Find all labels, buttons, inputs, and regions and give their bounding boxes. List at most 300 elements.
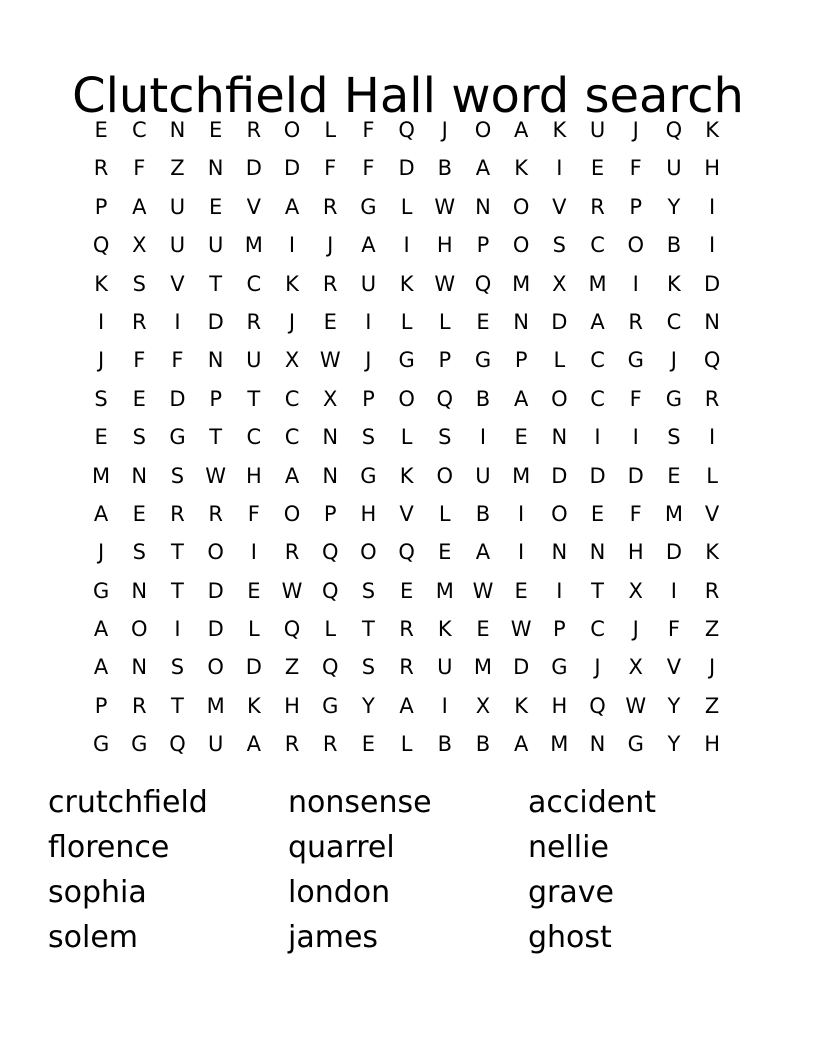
grid-cell[interactable]: T (171, 578, 184, 603)
grid-cell[interactable]: X (284, 348, 300, 373)
grid-cell[interactable]: L (553, 348, 566, 373)
grid-cell[interactable]: M (512, 463, 531, 488)
grid-cell[interactable]: J (632, 118, 639, 142)
grid-cell[interactable]: U (475, 463, 491, 488)
grid-cell[interactable]: I (556, 156, 563, 181)
grid-cell[interactable]: R (208, 501, 223, 526)
grid-cell[interactable]: D (551, 463, 568, 488)
grid-cell[interactable]: E (476, 617, 490, 642)
grid-cell[interactable]: D (245, 655, 262, 680)
grid-cell[interactable]: P (629, 194, 643, 219)
grid-cell[interactable]: S (438, 425, 452, 450)
grid-cell[interactable]: N (207, 156, 224, 181)
grid-cell[interactable]: A (93, 617, 109, 642)
grid-cell[interactable]: I (708, 425, 716, 450)
grid-cell[interactable]: Q (283, 617, 301, 642)
grid-cell[interactable]: A (475, 540, 491, 565)
grid-cell[interactable]: G (92, 732, 110, 757)
grid-cell[interactable]: I (670, 578, 677, 603)
grid-cell[interactable]: L (324, 118, 337, 142)
grid-cell[interactable]: P (94, 693, 108, 718)
grid-cell[interactable]: K (514, 693, 529, 718)
grid-cell[interactable]: V (666, 655, 682, 680)
grid-cell[interactable]: E (323, 309, 337, 334)
grid-cell[interactable]: V (399, 501, 414, 526)
grid-cell[interactable]: G (398, 348, 415, 373)
grid-cell[interactable]: N (207, 348, 224, 373)
grid-cell[interactable]: H (245, 463, 262, 488)
grid-cell[interactable]: E (590, 501, 605, 526)
grid-cell[interactable]: K (437, 617, 452, 642)
grid-cell[interactable]: R (170, 501, 185, 526)
grid-cell[interactable]: D (245, 156, 262, 181)
grid-cell[interactable]: J (670, 348, 677, 373)
word-list-item: sophia (48, 875, 147, 910)
grid-cell[interactable]: G (169, 425, 186, 450)
grid-cell[interactable]: X (628, 655, 643, 680)
grid-cell[interactable]: A (513, 732, 529, 757)
grid-cell[interactable]: H (436, 233, 453, 258)
grid-cell[interactable]: F (667, 617, 680, 642)
grid-cell[interactable]: I (288, 233, 296, 258)
grid-cell[interactable]: M (664, 501, 683, 526)
grid-cell[interactable]: B (666, 233, 682, 258)
grid-cell[interactable]: O (551, 501, 568, 526)
letter-grid (82, 111, 730, 764)
grid-cell[interactable]: F (629, 386, 642, 411)
grid-cell[interactable]: Q (321, 578, 339, 603)
grid-cell[interactable]: N (169, 118, 186, 142)
page-title: Clutchfield Hall word search (72, 68, 744, 125)
grid-cell[interactable]: H (551, 693, 568, 718)
grid-cell[interactable]: F (133, 348, 146, 373)
grid-cell[interactable]: D (207, 578, 224, 603)
grid-cell[interactable]: N (322, 463, 339, 488)
grid-cell[interactable]: K (399, 463, 414, 488)
grid-cell[interactable]: S (667, 425, 681, 450)
grid-cell[interactable]: Q (398, 118, 415, 142)
grid-cell[interactable]: N (513, 309, 530, 334)
grid-cell[interactable]: M (473, 655, 493, 680)
grid-cell[interactable]: K (399, 271, 414, 296)
grid-cell[interactable]: O (207, 540, 224, 565)
grid-cell[interactable]: U (169, 194, 186, 219)
grid-cell[interactable]: F (133, 156, 146, 181)
grid-cell[interactable]: R (246, 118, 262, 142)
grid-cell[interactable]: A (93, 501, 109, 526)
grid-cell[interactable]: N (589, 540, 606, 565)
grid-cell[interactable]: R (399, 617, 414, 642)
grid-cell[interactable]: L (400, 732, 413, 757)
grid-cell[interactable]: J (327, 233, 334, 258)
grid-cell[interactable]: G (665, 386, 683, 411)
grid-cell[interactable]: Q (703, 348, 721, 373)
grid-cell[interactable]: F (362, 118, 375, 142)
grid-cell[interactable]: E (132, 386, 146, 411)
grid-cell[interactable]: I (365, 309, 372, 334)
grid-cell[interactable]: F (362, 156, 375, 181)
grid-cell[interactable]: Q (92, 233, 110, 258)
grid-cell[interactable]: D (207, 309, 224, 334)
grid-cell[interactable]: S (132, 540, 146, 565)
grid-cell[interactable]: E (247, 578, 261, 603)
grid-cell[interactable]: V (704, 501, 720, 526)
grid-cell[interactable]: C (666, 309, 682, 334)
grid-cell[interactable]: X (552, 271, 567, 296)
grid-cell[interactable]: D (627, 463, 644, 488)
grid-cell[interactable]: I (174, 617, 181, 642)
grid-cell[interactable]: O (474, 118, 492, 142)
grid-cell[interactable]: Z (170, 156, 185, 181)
grid-cell[interactable]: I (403, 233, 410, 258)
grid-cell[interactable]: S (361, 655, 376, 680)
grid-cell[interactable]: A (513, 118, 529, 142)
word-list (48, 780, 768, 960)
grid-cell[interactable]: U (169, 233, 186, 258)
grid-cell[interactable]: J (594, 655, 601, 680)
grid-cell[interactable]: C (590, 348, 605, 373)
grid-cell[interactable]: S (132, 271, 146, 296)
grid-cell[interactable]: O (283, 501, 301, 526)
grid-cell[interactable]: D (551, 309, 568, 334)
grid-cell[interactable]: B (437, 156, 452, 181)
grid-cell[interactable]: E (209, 194, 223, 219)
grid-cell[interactable]: V (170, 271, 185, 296)
grid-cell[interactable]: O (551, 386, 568, 411)
grid-cell[interactable]: I (594, 425, 601, 450)
grid-cell[interactable]: A (284, 194, 300, 219)
grid-cell[interactable]: S (361, 578, 376, 603)
grid-cell[interactable]: Q (169, 732, 186, 757)
grid-cell[interactable]: G (627, 732, 644, 757)
grid-cell[interactable]: Z (704, 693, 720, 718)
grid-cell[interactable]: A (93, 655, 109, 680)
grid-cell[interactable]: O (627, 233, 644, 258)
grid-cell[interactable]: H (704, 732, 720, 757)
grid-cell[interactable]: R (246, 309, 262, 334)
grid-cell[interactable]: I (97, 309, 105, 334)
grid-cell[interactable]: L (400, 425, 413, 450)
grid-cell[interactable]: M (550, 732, 569, 757)
grid-cell[interactable]: P (514, 348, 528, 373)
grid-cell[interactable]: T (209, 271, 223, 296)
grid-cell[interactable]: X (132, 233, 147, 258)
grid-cell[interactable]: J (97, 348, 105, 373)
word-list-item: london (288, 875, 391, 910)
grid-cell[interactable]: I (632, 425, 639, 450)
grid-cell[interactable]: F (629, 501, 642, 526)
grid-cell[interactable]: B (475, 501, 491, 526)
word-list-item: james (288, 920, 379, 955)
word-list-item: ghost (528, 920, 612, 955)
grid-cell[interactable]: K (94, 271, 108, 296)
grid-cell[interactable]: M (588, 271, 607, 296)
grid-cell[interactable]: O (360, 540, 377, 565)
grid-cell[interactable]: Y (361, 693, 375, 718)
grid-cell[interactable]: C (246, 271, 262, 296)
grid-cell[interactable]: O (207, 655, 224, 680)
grid-cell[interactable]: X (628, 578, 643, 603)
grid-cell[interactable]: D (589, 463, 606, 488)
grid-cell[interactable]: Q (474, 271, 492, 296)
grid-cell[interactable]: R (704, 386, 720, 411)
grid-cell[interactable]: R (131, 693, 147, 718)
grid-cell[interactable]: L (706, 463, 718, 488)
grid-cell[interactable]: Y (667, 693, 681, 718)
grid-cell[interactable]: L (400, 194, 413, 219)
grid-cell[interactable]: Y (667, 732, 681, 757)
grid-cell[interactable]: R (628, 309, 644, 334)
grid-cell[interactable]: O (131, 617, 148, 642)
grid-cell[interactable]: E (132, 501, 146, 526)
grid-cell[interactable]: R (322, 194, 338, 219)
grid-cell[interactable]: T (247, 386, 261, 411)
grid-cell[interactable]: B (475, 732, 491, 757)
grid-cell[interactable]: J (97, 540, 105, 565)
grid-cell[interactable]: Q (321, 655, 339, 680)
grid-cell[interactable]: A (399, 693, 414, 718)
grid-cell[interactable]: D (169, 386, 186, 411)
grid-cell[interactable]: O (512, 233, 530, 258)
grid-cell[interactable]: N (704, 309, 720, 334)
grid-cell[interactable]: K (552, 118, 567, 142)
grid-cell[interactable]: I (556, 578, 563, 603)
grid-cell[interactable]: M (244, 233, 263, 258)
grid-cell[interactable]: P (553, 617, 566, 642)
grid-cell[interactable]: S (170, 463, 185, 488)
grid-cell[interactable]: N (475, 194, 491, 219)
grid-cell[interactable]: L (438, 309, 451, 334)
grid-cell[interactable]: I (250, 540, 257, 565)
grid-cell[interactable]: W (434, 271, 456, 296)
grid-cell[interactable]: M (206, 693, 225, 718)
grid-cell[interactable]: L (324, 617, 337, 642)
grid-cell[interactable]: C (590, 617, 605, 642)
grid-cell[interactable]: T (209, 425, 223, 450)
grid-cell[interactable]: E (476, 309, 490, 334)
grid-cell[interactable]: R (284, 732, 300, 757)
word-list-item: accident (528, 785, 656, 820)
grid-cell[interactable]: C (246, 425, 262, 450)
grid-cell[interactable]: H (284, 693, 300, 718)
grid-cell[interactable]: R (284, 540, 300, 565)
grid-cell[interactable]: S (170, 655, 185, 680)
grid-cell[interactable]: M (512, 271, 531, 296)
grid-cell[interactable]: A (361, 233, 376, 258)
grid-cell[interactable]: E (514, 425, 528, 450)
grid-cell[interactable]: N (131, 655, 148, 680)
word-list-item: quarrel (288, 830, 395, 865)
grid-cell[interactable]: U (246, 348, 262, 373)
grid-cell[interactable]: J (441, 118, 448, 142)
grid-cell[interactable]: A (132, 194, 147, 219)
grid-cell[interactable]: X (475, 693, 491, 718)
grid-cell[interactable]: G (322, 693, 339, 718)
grid-cell[interactable]: U (437, 655, 453, 680)
grid-cell[interactable]: Q (321, 540, 339, 565)
grid-cell[interactable]: E (399, 578, 414, 603)
grid-cell[interactable]: N (589, 732, 606, 757)
grid-cell[interactable]: I (174, 309, 181, 334)
grid-cell[interactable]: P (438, 348, 452, 373)
grid-cell[interactable]: T (171, 540, 184, 565)
grid-cell[interactable]: P (94, 194, 108, 219)
grid-cell[interactable]: Z (704, 617, 720, 642)
grid-cell[interactable]: S (361, 425, 376, 450)
word-list-item: florence (48, 830, 170, 865)
grid-cell[interactable]: J (288, 309, 296, 334)
grid-cell[interactable]: K (705, 118, 719, 142)
grid-cell[interactable]: K (246, 693, 261, 718)
grid-cell[interactable]: I (479, 425, 487, 450)
grid-cell[interactable]: E (209, 118, 223, 142)
grid-cell[interactable]: T (361, 617, 375, 642)
grid-cell[interactable]: Q (589, 693, 606, 718)
grid-cell[interactable]: R (131, 309, 147, 334)
grid-cell[interactable]: N (551, 540, 568, 565)
grid-cell[interactable]: S (94, 386, 108, 411)
grid-cell[interactable]: S (132, 425, 146, 450)
word-list-item: nellie (528, 830, 609, 865)
grid-cell[interactable]: G (360, 194, 377, 219)
grid-cell[interactable]: G (92, 578, 110, 603)
grid-cell[interactable]: C (131, 118, 147, 142)
grid-cell[interactable]: H (360, 501, 377, 526)
grid-cell[interactable]: U (360, 271, 377, 296)
grid-cell[interactable]: N (131, 578, 148, 603)
grid-cell[interactable]: I (708, 233, 716, 258)
grid-cell[interactable]: N (551, 425, 568, 450)
grid-cell[interactable]: D (207, 617, 224, 642)
grid-cell[interactable]: H (627, 540, 644, 565)
grid-cell[interactable]: X (323, 386, 338, 411)
grid-cell[interactable]: P (362, 386, 375, 411)
grid-cell[interactable]: E (667, 463, 681, 488)
grid-cell[interactable]: W (281, 578, 303, 603)
grid-cell[interactable]: I (518, 540, 525, 565)
grid-cell[interactable]: O (436, 463, 454, 488)
grid-cell[interactable]: N (322, 425, 339, 450)
grid-cell[interactable]: Q (665, 118, 683, 142)
grid-cell[interactable]: C (590, 233, 605, 258)
grid-cell[interactable]: R (93, 156, 109, 181)
grid-cell[interactable]: W (510, 617, 532, 642)
grid-cell[interactable]: I (441, 693, 448, 718)
grid-cell[interactable]: F (324, 156, 337, 181)
grid-cell[interactable]: K (705, 540, 719, 565)
grid-cell[interactable]: O (283, 118, 301, 142)
grid-cell[interactable]: R (322, 732, 338, 757)
grid-cell[interactable]: D (665, 540, 682, 565)
grid-cell[interactable]: D (283, 156, 301, 181)
grid-cell[interactable]: Q (398, 540, 415, 565)
grid-cell[interactable]: E (94, 118, 108, 142)
grid-cell[interactable]: G (551, 655, 568, 680)
grid-cell[interactable]: J (365, 348, 372, 373)
grid-cell[interactable]: E (361, 732, 376, 757)
grid-cell[interactable]: A (513, 386, 529, 411)
grid-cell[interactable]: C (284, 386, 300, 411)
grid-cell[interactable]: A (475, 156, 491, 181)
grid-cell[interactable]: V (246, 194, 262, 219)
grid-cell[interactable]: B (437, 732, 452, 757)
grid-cell[interactable]: N (131, 463, 148, 488)
grid-cell[interactable]: J (632, 617, 639, 642)
grid-cell[interactable]: Q (436, 386, 454, 411)
grid-cell[interactable]: L (400, 309, 413, 334)
grid-cell[interactable]: L (247, 617, 260, 642)
grid-cell[interactable]: V (552, 194, 567, 219)
grid-cell[interactable]: C (590, 386, 605, 411)
grid-cell[interactable]: U (207, 233, 224, 258)
grid-cell[interactable]: A (284, 463, 300, 488)
grid-cell[interactable]: W (434, 194, 456, 219)
grid-cell[interactable]: T (591, 578, 604, 603)
grid-cell[interactable]: R (399, 655, 414, 680)
grid-cell[interactable]: W (205, 463, 227, 488)
grid-cell[interactable]: H (704, 156, 720, 181)
grid-cell[interactable]: U (589, 118, 606, 142)
grid-cell[interactable]: P (323, 501, 337, 526)
grid-cell[interactable]: F (247, 501, 260, 526)
grid-cell[interactable]: P (476, 233, 490, 258)
grid-cell[interactable]: R (704, 578, 720, 603)
grid-cell[interactable]: O (512, 194, 530, 219)
grid-cell[interactable]: I (632, 271, 639, 296)
grid-cell[interactable]: E (438, 540, 452, 565)
grid-cell[interactable]: K (285, 271, 299, 296)
grid-cell[interactable]: G (360, 463, 377, 488)
grid-cell[interactable]: M (92, 463, 111, 488)
grid-cell[interactable]: E (590, 156, 605, 181)
grid-cell[interactable]: A (246, 732, 262, 757)
grid-cell[interactable]: A (590, 309, 605, 334)
grid-cell[interactable]: B (475, 386, 491, 411)
grid-cell[interactable]: R (590, 194, 605, 219)
grid-cell[interactable]: F (171, 348, 184, 373)
grid-cell[interactable]: U (207, 732, 224, 757)
grid-cell[interactable]: L (438, 501, 451, 526)
grid-cell[interactable]: E (94, 425, 108, 450)
grid-cell[interactable]: D (704, 271, 721, 296)
grid-cell[interactable]: R (322, 271, 338, 296)
grid-cell[interactable]: I (708, 194, 716, 219)
grid-cell[interactable]: Y (667, 194, 681, 219)
grid-cell[interactable]: W (319, 348, 341, 373)
grid-cell[interactable]: D (398, 156, 415, 181)
grid-cell[interactable]: W (472, 578, 494, 603)
grid-cell[interactable]: K (514, 156, 529, 181)
grid-cell[interactable]: P (209, 386, 222, 411)
grid-cell[interactable]: G (474, 348, 492, 373)
grid-cell[interactable]: E (514, 578, 528, 603)
grid-cell[interactable]: M (435, 578, 454, 603)
grid-cell[interactable]: Z (284, 655, 300, 680)
grid-cell[interactable]: G (131, 732, 148, 757)
grid-cell[interactable]: J (708, 655, 716, 680)
grid-cell[interactable]: S (552, 233, 567, 258)
grid-cell[interactable]: T (171, 693, 184, 718)
grid-cell[interactable]: I (518, 501, 525, 526)
grid-cell[interactable]: D (513, 655, 530, 680)
grid-cell[interactable]: O (398, 386, 415, 411)
grid-cell[interactable]: U (666, 156, 682, 181)
grid-cell[interactable]: W (625, 693, 647, 718)
grid-cell[interactable]: C (284, 425, 300, 450)
grid-cell[interactable]: F (629, 156, 642, 181)
grid-cell[interactable]: K (667, 271, 681, 296)
grid-cell[interactable]: G (627, 348, 644, 373)
